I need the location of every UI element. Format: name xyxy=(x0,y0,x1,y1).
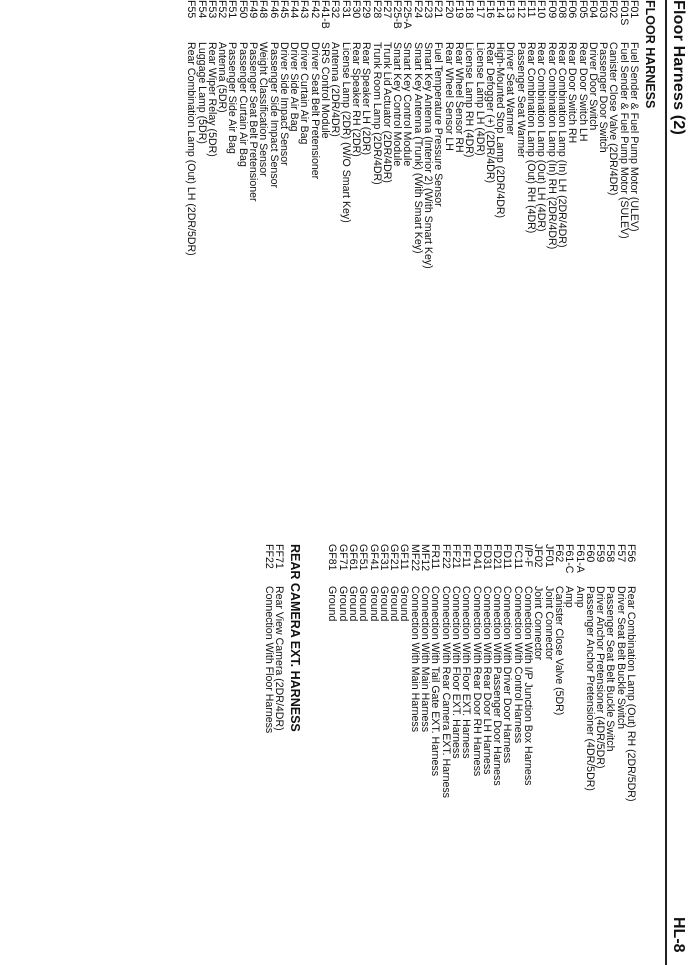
connector-code: F61-A xyxy=(573,544,586,573)
connector-description: Connection With Main Harness xyxy=(408,586,421,733)
connector-description: Smart Key Control Module xyxy=(391,42,404,167)
connector-code: JF02 xyxy=(532,544,545,568)
connector-code: FF11 xyxy=(460,544,473,568)
list-item xyxy=(554,544,564,801)
connector-description: Rear Speaker RH (2DR) xyxy=(349,42,362,157)
list-item xyxy=(536,0,546,269)
connector-code: FD11 xyxy=(501,544,514,570)
connector-code: FF22 xyxy=(262,544,275,569)
connector-description: Driver Door Switch xyxy=(586,42,599,131)
list-item xyxy=(433,0,443,269)
connector-description: Passenger Side Air Bag xyxy=(226,42,239,154)
list-item xyxy=(485,0,495,269)
connector-description: Connection With Rear Door RH Harness xyxy=(470,586,483,777)
connector-code: GF61 xyxy=(346,544,359,571)
connector-code: F44 xyxy=(288,0,301,19)
connector-code: JF01 xyxy=(542,544,555,568)
connector-code: F29 xyxy=(360,0,373,19)
list-item xyxy=(482,544,492,801)
connector-description: Connection With Control Harness xyxy=(511,586,524,744)
connector-code: F52 xyxy=(216,0,229,19)
connector-description: License Lamp LH (4DR) xyxy=(473,42,486,156)
section-gap xyxy=(305,544,327,801)
connector-description: Passenger Curtain Air Bag xyxy=(236,42,249,167)
connector-description: Rear Door Switch RH xyxy=(566,42,579,144)
list-item xyxy=(227,0,237,269)
connector-code: F53 xyxy=(205,0,218,19)
connector-description: Ground xyxy=(346,586,359,622)
connector-description: Driver Seat Belt Pretensioner xyxy=(308,42,321,180)
connector-description: Trunk Room Lamp (2DR/4DR) xyxy=(370,42,383,185)
connector-code: F58 xyxy=(604,544,617,563)
connector-code: MF12 xyxy=(419,544,432,572)
list-item xyxy=(368,544,378,801)
connector-description: High-Mounted Stop Lamp (2DR/4DR) xyxy=(494,42,507,219)
list-item xyxy=(299,0,309,269)
list-item xyxy=(186,0,196,269)
connector-description: License Lamp RH (4DR) xyxy=(463,42,476,158)
list-item xyxy=(320,0,330,269)
connector-code: F46 xyxy=(267,0,280,19)
connector-code: F50 xyxy=(236,0,249,19)
connector-code: F24 xyxy=(411,0,424,19)
connector-code: GF11 xyxy=(398,544,411,570)
connector-code: FD31 xyxy=(480,544,493,570)
connector-description: Driver Side Impact Sensor xyxy=(277,42,290,166)
list-item xyxy=(248,0,258,269)
connector-description: Amp xyxy=(573,586,586,608)
connector-description: Rear Combination Lamp (Out) LH (2DR/5DR) xyxy=(185,42,198,256)
connector-code: F31 xyxy=(339,0,352,19)
connector-description: Connection With Tail Gate EXT. Harness xyxy=(429,586,442,776)
list-item xyxy=(567,0,577,269)
connector-code: GF21 xyxy=(388,544,401,571)
connector-description: Rear Door Switch LH xyxy=(576,42,589,142)
connector-code: FF22 xyxy=(439,544,452,569)
connector-description: Rear Combination Lamp (In) RH (2DR/4DR) xyxy=(545,42,558,250)
connector-description: Rear Combination Lamp (Out) RH (4DR) xyxy=(525,42,538,234)
connector-description: Smart Key Control Module xyxy=(401,42,414,167)
connector-code: F59 xyxy=(594,544,607,563)
list-item xyxy=(564,544,574,801)
connector-description: Passenger Seat Warmer xyxy=(514,42,527,158)
header-rule xyxy=(665,0,667,965)
connector-code: F60 xyxy=(583,544,596,563)
connector-description: Connection With Main Harness xyxy=(419,586,432,733)
connector-code: F08 xyxy=(555,0,568,19)
connector-code: F28 xyxy=(370,0,383,19)
connector-description: Connection With Rear Door LH Harness xyxy=(480,586,493,775)
connector-code: F10 xyxy=(535,0,548,19)
connector-code: F55 xyxy=(185,0,198,19)
connector-code: F25-A xyxy=(401,0,414,29)
list-item xyxy=(557,0,567,269)
connector-description: Rear View Camera (2DR/4DR) xyxy=(273,586,286,731)
connector-code: GF31 xyxy=(377,544,390,571)
connector-description: Connection With I/P Junction Box Harness xyxy=(522,586,535,786)
list-item xyxy=(196,0,206,269)
list-item xyxy=(471,544,481,801)
list-item xyxy=(379,544,389,801)
list-item xyxy=(268,0,278,269)
connector-code: GF81 xyxy=(326,544,339,571)
connector-description: Smart Key Antenna (Trunk) (With Smart Key) xyxy=(411,42,424,254)
connector-description: Passenger Door Switch xyxy=(597,42,610,153)
connector-description: Antenna (2DR/4DR) xyxy=(329,42,342,137)
connector-code: F06 xyxy=(566,0,579,19)
connector-code: FR11 xyxy=(429,544,442,570)
connector-code: F13 xyxy=(504,0,517,19)
floor-harness-heading: FLOOR HARNESS xyxy=(643,0,657,109)
connector-description: Antenna (5DR) xyxy=(216,42,229,113)
connector-description: Canister Close Valve (5DR) xyxy=(552,586,565,716)
list-item xyxy=(371,0,381,269)
list-item xyxy=(382,0,392,269)
connector-description: Rear Wiper Relay (5DR) xyxy=(205,42,218,157)
connector-description: Rear Combination Lamp (Out) LH (4DR) xyxy=(535,42,548,232)
connector-description: Passenger Seat Belt Pretensioner xyxy=(247,42,260,202)
connector-description: Joint Connector xyxy=(542,586,555,661)
connector-code: FF21 xyxy=(449,544,462,569)
list-item xyxy=(327,544,337,801)
list-item xyxy=(310,0,320,269)
connector-code: MF22 xyxy=(408,544,421,572)
connector-description: Ground xyxy=(326,586,339,622)
connector-description: Driver Seat Warmer xyxy=(504,42,517,136)
list-item xyxy=(546,0,556,269)
connector-code: F19 xyxy=(452,0,465,19)
list-item xyxy=(440,544,450,801)
connector-description: Passenger Side Impact Sensor xyxy=(267,42,280,189)
connector-code: GF51 xyxy=(357,544,370,571)
list-item xyxy=(605,544,615,801)
list-item xyxy=(495,0,505,269)
connector-description: Ground xyxy=(377,586,390,622)
list-item xyxy=(629,0,639,269)
connector-code: F48 xyxy=(257,0,270,19)
list-item xyxy=(526,0,536,269)
list-item xyxy=(585,544,595,801)
connector-code: F21 xyxy=(432,0,445,19)
list-item xyxy=(474,0,484,269)
list-item xyxy=(389,544,399,801)
connector-description: Driver Anchor Pretensioner (4DR/5DR) xyxy=(594,586,607,769)
connector-description: Driver Seat Belt Buckle Switch xyxy=(614,586,627,730)
connector-code: GF41 xyxy=(367,544,380,571)
connector-description: Connection With Rear Camera EXT. Harness xyxy=(439,586,452,798)
list-item xyxy=(464,0,474,269)
connector-description: Connection With Floor EXT. Harness xyxy=(449,586,462,759)
connector-code: F51 xyxy=(226,0,239,19)
connector-code: F56 xyxy=(625,544,637,563)
connector-code: F62 xyxy=(552,544,565,563)
list-item xyxy=(412,0,422,269)
connector-code: F14 xyxy=(494,0,507,19)
list-item xyxy=(505,0,515,269)
connector-description: Rear Combination Lamp (Out) RH (2DR/5DR) xyxy=(625,586,637,802)
connector-description: Trunk Lid Actuator (2DR/4DR) xyxy=(380,42,393,183)
connector-code: F27 xyxy=(380,0,393,19)
list-item xyxy=(264,544,274,801)
list-item xyxy=(348,544,358,801)
connector-description: SRS Control Module xyxy=(319,42,332,139)
list-item xyxy=(258,0,268,269)
connector-code: GF71 xyxy=(336,544,349,571)
connector-code: F16 xyxy=(483,0,496,19)
connector-description: Ground xyxy=(398,586,411,622)
floor-harness-left-column xyxy=(186,0,660,269)
connector-code: F01 xyxy=(628,0,640,19)
connector-code: I/P-F xyxy=(522,544,535,567)
connector-code: F05 xyxy=(576,0,589,19)
connector-code: FF71 xyxy=(273,544,286,569)
list-item xyxy=(577,0,587,269)
list-item xyxy=(492,544,502,801)
connector-code: F01S xyxy=(617,0,630,26)
connector-description: Connection With Floor EXT. Harness xyxy=(460,586,473,759)
list-item xyxy=(430,544,440,801)
connector-code: FD41 xyxy=(470,544,483,570)
connector-code: F17 xyxy=(473,0,486,19)
connector-description: Rear Wheel Sensor RH xyxy=(452,42,465,153)
page-number: HL-8 xyxy=(670,917,687,953)
connector-code: F09 xyxy=(545,0,558,19)
list-item xyxy=(618,0,628,269)
connector-description: Amp xyxy=(563,586,576,608)
list-item xyxy=(454,0,464,269)
connector-description: Joint Connector xyxy=(532,586,545,661)
rear-camera-harness-heading: REAR CAMERA EXT. HARNESS xyxy=(288,544,303,732)
connector-description: Connection With Passenger Door Harness xyxy=(491,586,504,786)
connector-code: F42 xyxy=(308,0,321,19)
list-item xyxy=(358,544,368,801)
connector-description: Passenger Seat Belt Buckle Switch xyxy=(604,586,617,752)
list-item xyxy=(523,544,533,801)
list-item xyxy=(423,0,433,269)
list-item xyxy=(409,544,419,801)
connector-description: Canister Close Valve (2DR/4DR) xyxy=(607,42,620,196)
list-item xyxy=(330,0,340,269)
connector-code: F61-C xyxy=(563,544,576,574)
list-item xyxy=(595,544,605,801)
list-item xyxy=(361,0,371,269)
connector-description: Ground xyxy=(357,586,370,622)
connector-code: F04 xyxy=(586,0,599,19)
connector-description: Driver Side Air Bag xyxy=(288,42,301,132)
list-item xyxy=(207,0,217,269)
connector-description: Driver Curtain Air Bag xyxy=(298,42,311,145)
connector-code: F57 xyxy=(614,544,627,563)
list-item xyxy=(533,544,543,801)
connector-description: Smart Key Antenna (Interior 2) (With Smart Key) xyxy=(422,42,435,269)
list-item xyxy=(237,0,247,269)
connector-code: F25-B xyxy=(391,0,404,29)
connector-code: F54 xyxy=(195,0,208,19)
list-item xyxy=(337,544,347,801)
connector-code: F02 xyxy=(607,0,620,19)
connector-description: Weight Classification Sensor xyxy=(257,42,270,177)
list-item xyxy=(279,0,289,269)
connector-code: F49 xyxy=(247,0,260,19)
list-item xyxy=(451,544,461,801)
connector-code: F41-B xyxy=(319,0,332,29)
connector-description: Fuel Sender & Fuel Pump Motor (SULEV) xyxy=(617,42,630,239)
connector-description: Ground xyxy=(388,586,401,622)
connector-description: Passenger Anchor Pretensioner (4DR/5DR) xyxy=(583,586,596,791)
connector-code: FD21 xyxy=(491,544,504,570)
connector-description: Luggage Lamp (5DR) xyxy=(195,42,208,144)
connector-code: F03 xyxy=(597,0,610,19)
connector-code: F45 xyxy=(277,0,290,19)
list-item xyxy=(392,0,402,269)
connector-description: Ground xyxy=(336,586,349,622)
list-item xyxy=(274,544,284,801)
connector-code: FC11 xyxy=(511,544,524,570)
connector-description: Rear Wheel Sensor LH xyxy=(442,42,455,151)
list-item xyxy=(351,0,361,269)
connector-description: Ground xyxy=(367,586,380,622)
connector-code: F20 xyxy=(442,0,455,19)
connector-code: F23 xyxy=(422,0,435,19)
connector-description: License Lamp (2DR) (W/O Smart Key) xyxy=(339,42,352,223)
connector-code: F32 xyxy=(329,0,342,19)
connector-description: Rear Speaker LH (2DR) xyxy=(360,42,373,156)
connector-description: Rear Combination Lamp (In) LH (2DR/4DR) xyxy=(555,42,568,248)
page-title: Floor Harness (2) xyxy=(670,0,687,135)
connector-code: F12 xyxy=(514,0,527,19)
connector-code: F30 xyxy=(349,0,362,19)
connector-code: F43 xyxy=(298,0,311,19)
connector-description: Fuel Sender & Fuel Pump Motor (ULEV) xyxy=(628,42,640,232)
connector-code: F11 xyxy=(525,0,538,18)
connector-code: F18 xyxy=(463,0,476,19)
list-item xyxy=(626,544,636,801)
floor-harness-right-column xyxy=(264,544,637,801)
list-item xyxy=(340,0,350,269)
connector-description: Connection With Driver Door Harness xyxy=(501,586,514,764)
list-item xyxy=(502,544,512,801)
connector-description: Connection With Floor Harness xyxy=(262,586,275,734)
connector-description: Rear Defogger (+) (2DR/4DR) xyxy=(483,42,496,183)
list-item xyxy=(598,0,608,269)
connector-description: Fuel Temperature Pressure Sensor xyxy=(432,42,445,207)
list-item xyxy=(443,0,453,269)
